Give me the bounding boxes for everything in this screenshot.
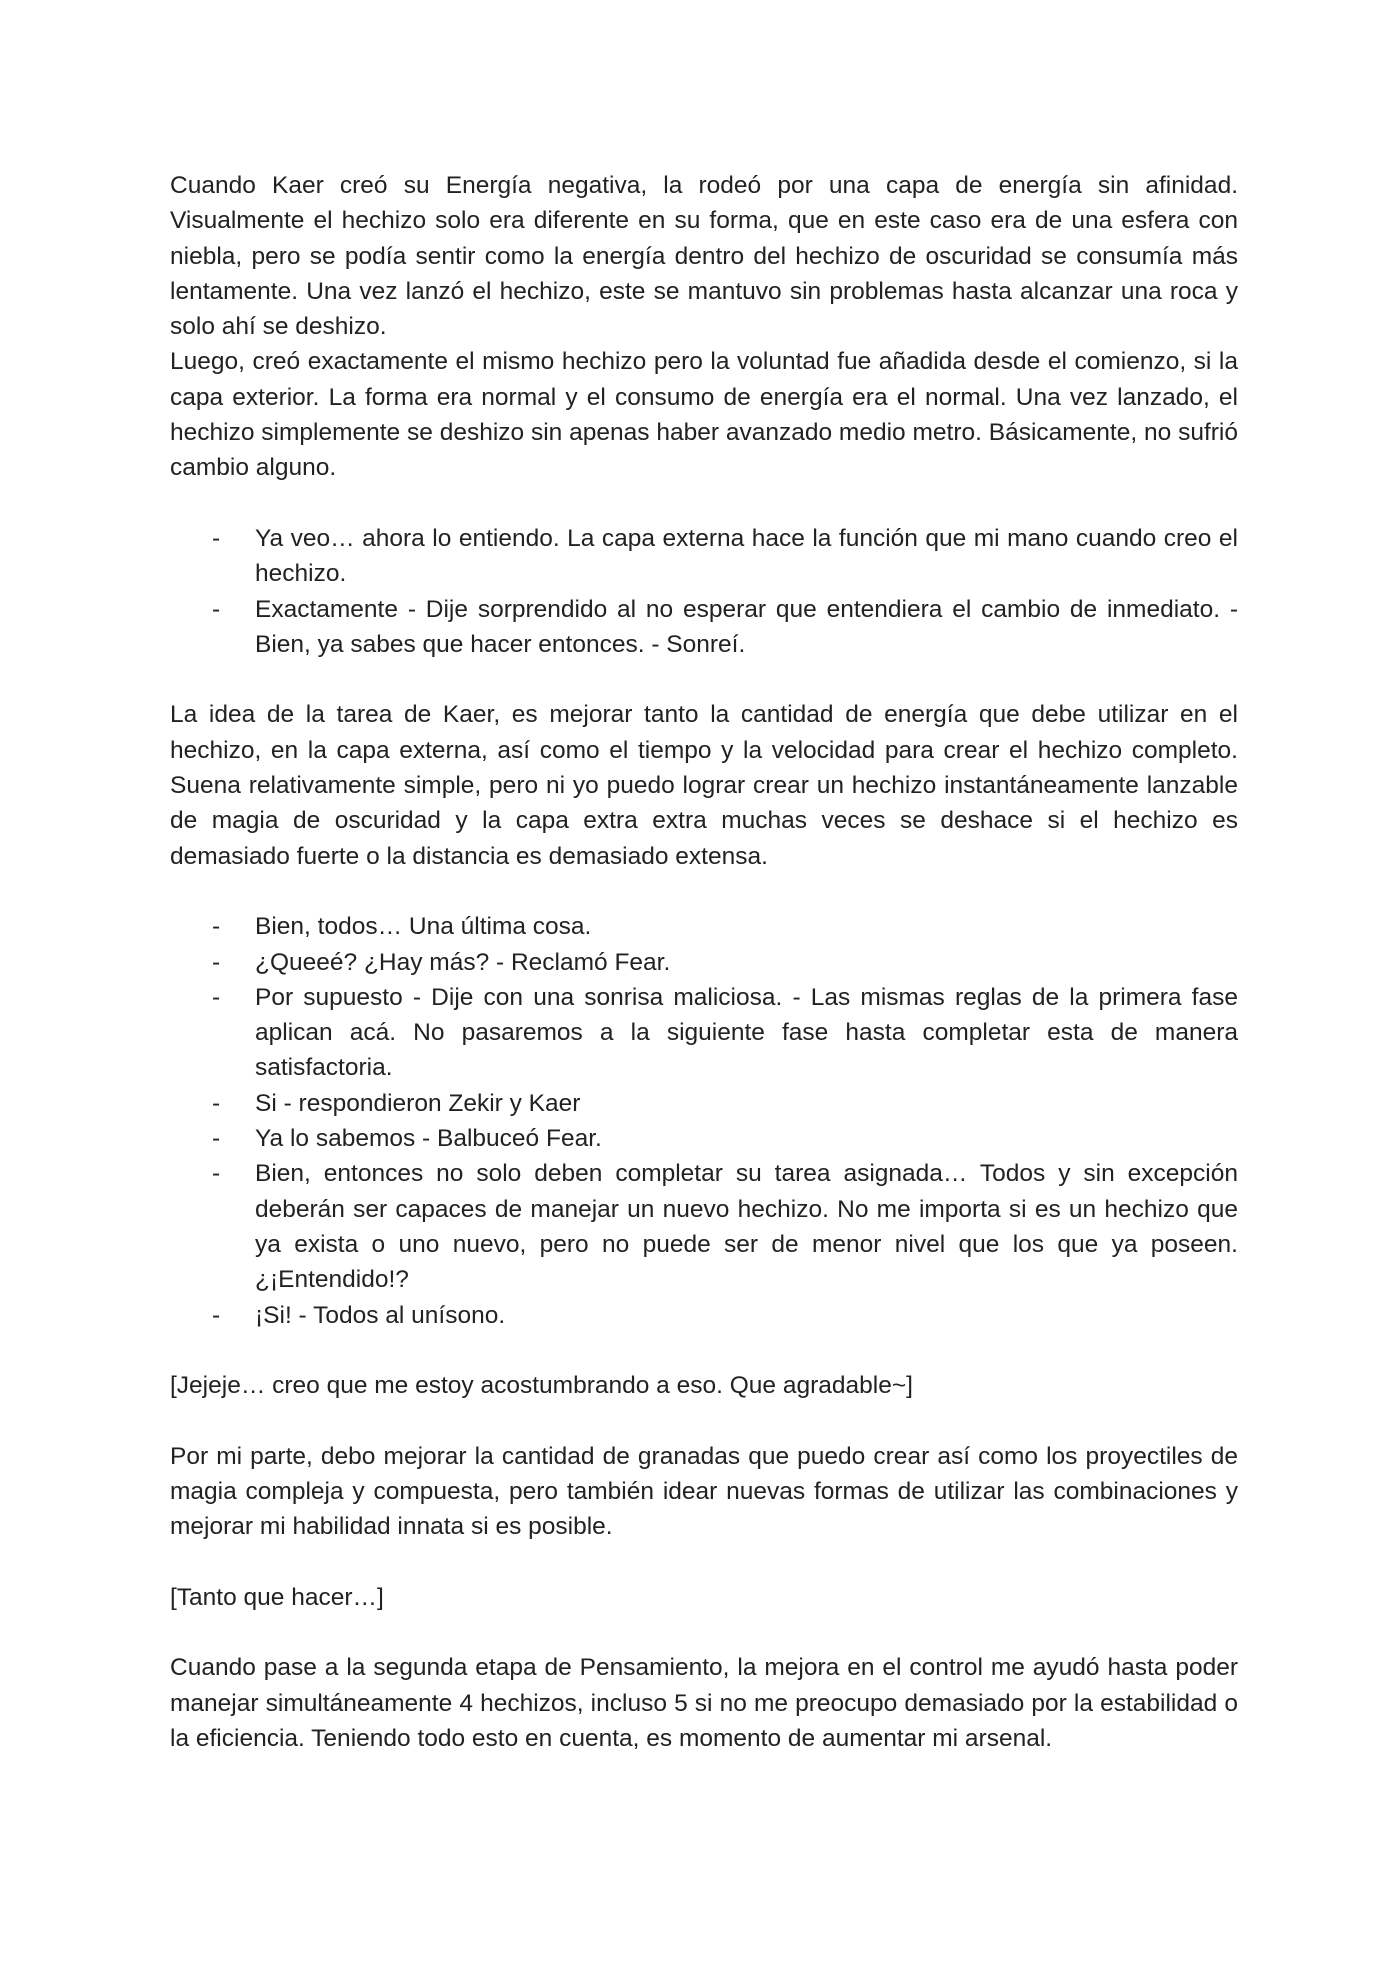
- dash-marker: -: [212, 948, 221, 976]
- dash-marker: -: [212, 1160, 221, 1188]
- paragraph: Por mi parte, debo mejorar la cantidad de granadas que puedo crear así como los proyectiles de magia compleja y compuesta, pero también idear nuevas formas de utilizar las combinaciones y mejorar mi habilidad innata si es posible.: [170, 1442, 1238, 1541]
- dialogue-text: Bien, entonces no solo deben completar su tarea asignada… Todos y sin excepción deberán ser capaces de manejar un nuevo hechizo. No me importa si es un hechizo que ya exista o uno nuevo, pero no puede ser de menor nivel que los que ya poseen. ¿¡Entendido!?: [255, 1160, 1238, 1294]
- dialogue-block-1: [170, 521, 1238, 662]
- paragraph: Luego, creó exactamente el mismo hechizo pero la voluntad fue añadida desde el comienzo, si la capa exterior. La forma era normal y el consumo de energía era el normal. Una vez lanzado, el hechizo simplemente se deshizo sin apenas haber avanzado medio metro. Básicamente, no sufrió cambio alguno.: [170, 348, 1238, 482]
- dialogue-line: [170, 945, 1238, 980]
- dialogue-line: [170, 1156, 1238, 1297]
- dash-marker: -: [212, 1125, 221, 1153]
- dialogue-line: [170, 592, 1238, 663]
- block-gap: [170, 1615, 1238, 1650]
- block-gap: [170, 1403, 1238, 1438]
- dialogue-line: [170, 1086, 1238, 1121]
- dialogue-text: Ya veo… ahora lo entiendo. La capa externa hace la función que mi mano cuando creo el hechizo.: [255, 524, 1238, 588]
- dialogue-text: Ya lo sabemos - Balbuceó Fear.: [255, 1125, 602, 1153]
- dash-marker: -: [212, 595, 221, 623]
- dash-marker: -: [212, 913, 221, 941]
- paragraph: La idea de la tarea de Kaer, es mejorar tanto la cantidad de energía que debe utilizar en el hechizo, en la capa externa, así como el tiempo y la velocidad para crear el hechizo completo. Suena relativamente simple, pero ni yo puedo lograr crear un hechizo instantáneamente lanzable de magia de oscuridad y la capa extra extra muchas veces se deshace si el hechizo es demasiado fuerte o la distancia es demasiado extensa.: [170, 701, 1238, 870]
- block-gap: [170, 662, 1238, 697]
- dialogue-text: Bien, todos… Una última cosa.: [255, 913, 592, 941]
- dialogue-text: ¡Si! - Todos al unísono.: [255, 1301, 506, 1329]
- dash-marker: -: [212, 524, 221, 552]
- dialogue-line: [170, 1298, 1238, 1333]
- dash-marker: -: [212, 1089, 221, 1117]
- dialogue-text: Si - respondieron Zekir y Kaer: [255, 1089, 581, 1117]
- block-gap: [170, 1333, 1238, 1368]
- dialogue-text: ¿Queeé? ¿Hay más? - Reclamó Fear.: [255, 948, 671, 976]
- dialogue-line: [170, 909, 1238, 944]
- dialogue-line: [170, 980, 1238, 1086]
- thought-paragraph: [Jejeje… creo que me estoy acostumbrando a eso. Que agradable~]: [170, 1372, 913, 1400]
- block-gap: [170, 1545, 1238, 1580]
- paragraph: Cuando pase a la segunda etapa de Pensamiento, la mejora en el control me ayudó hasta poder manejar simultáneamente 4 hechizos, incluso 5 si no me preocupo demasiado por la estabilidad o la eficiencia. Teniendo todo esto en cuenta, es momento de aumentar mi arsenal.: [170, 1654, 1238, 1753]
- paragraph: Cuando Kaer creó su Energía negativa, la rodeó por una capa de energía sin afinidad. Visualmente el hechizo solo era diferente en su forma, que en este caso era de una esfera con niebla, pero se podía sentir como la energía dentro del hechizo de oscuridad se consumía más lentamente. Una vez lanzó el hechizo, este se mantuvo sin problemas hasta alcanzar una roca y solo ahí se deshizo.: [170, 172, 1238, 341]
- narration-block-1: [170, 168, 1238, 486]
- document-page: [170, 168, 1238, 1756]
- dialogue-text: Exactamente - Dije sorprendido al no esperar que entendiera el cambio de inmediato. - Bien, ya sabes que hacer entonces. - Sonreí.: [255, 595, 1238, 658]
- dialogue-line: [170, 521, 1238, 592]
- thought-paragraph: [Tanto que hacer…]: [170, 1583, 384, 1611]
- block-gap: [170, 874, 1238, 909]
- narration-block-2: [170, 697, 1238, 873]
- dash-marker: -: [212, 1301, 221, 1329]
- dash-marker: -: [212, 983, 221, 1011]
- dialogue-text: Por supuesto - Dije con una sonrisa maliciosa. - Las mismas reglas de la primera fase aplican acá. No pasaremos a la siguiente fase hasta completar esta de manera satisfactoria.: [255, 983, 1238, 1082]
- dialogue-line: [170, 1121, 1238, 1156]
- block-gap: [170, 486, 1238, 521]
- dialogue-block-2: [170, 909, 1238, 1333]
